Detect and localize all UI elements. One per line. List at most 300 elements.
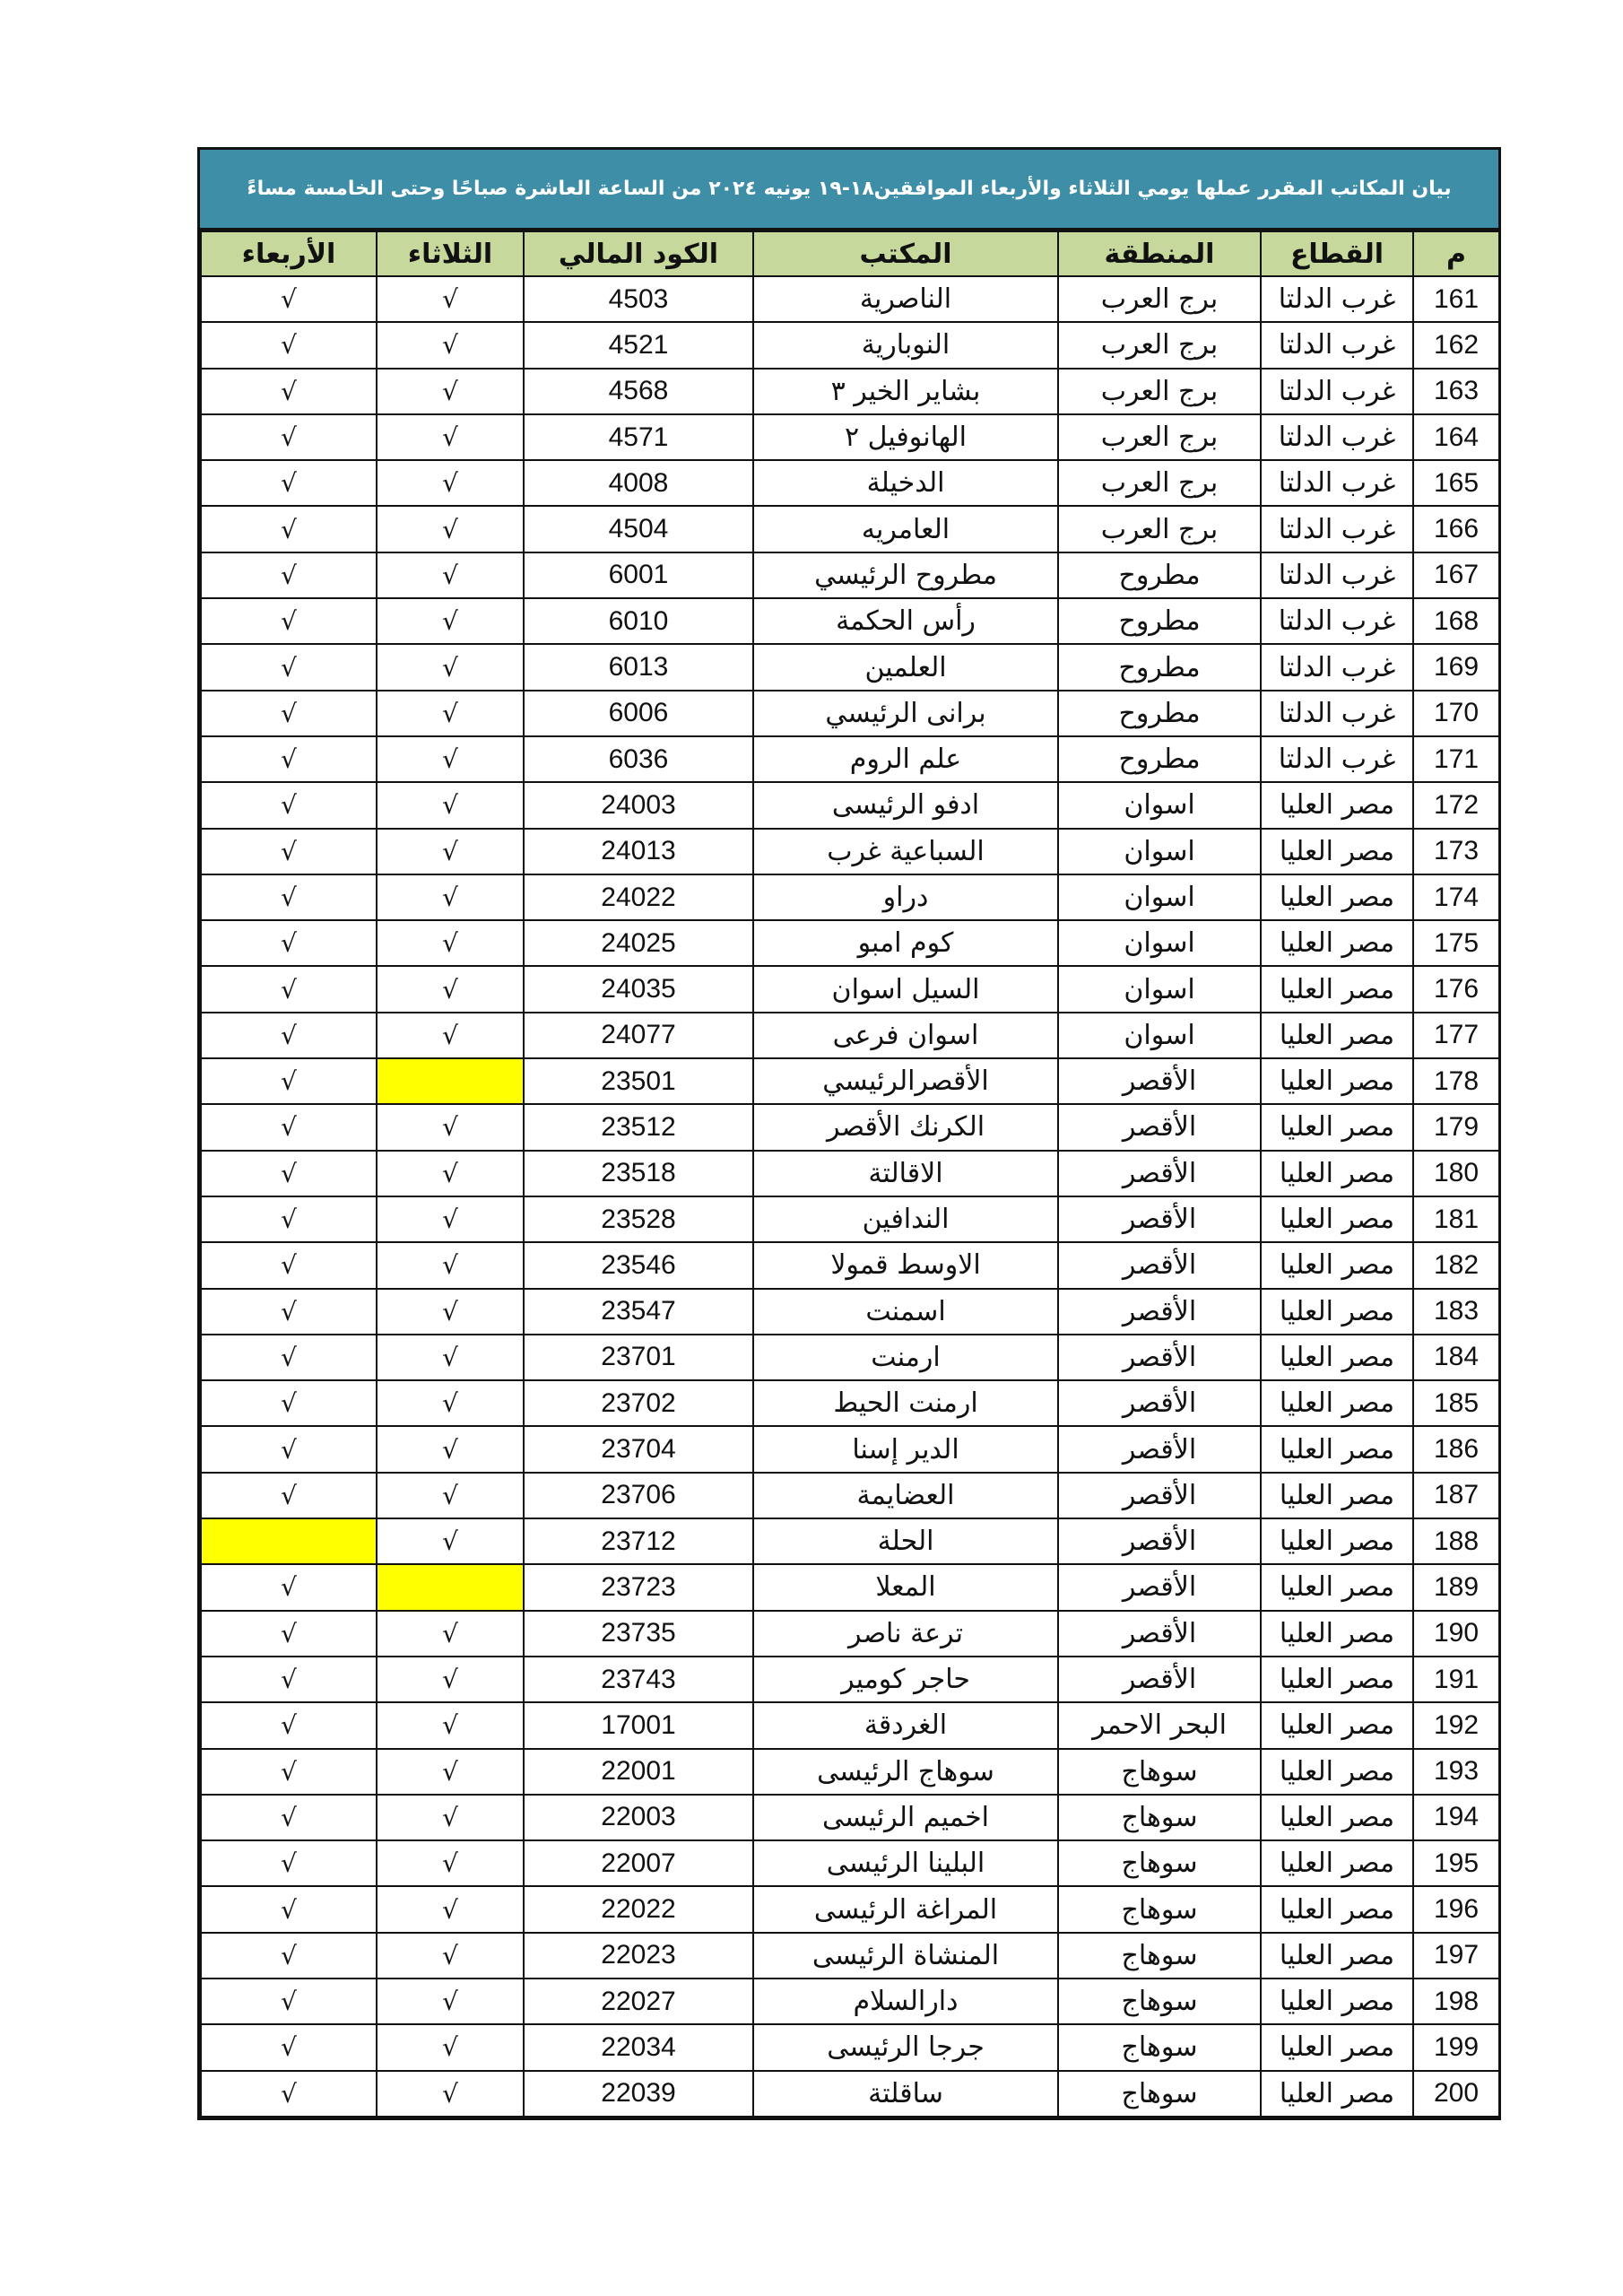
financial-code-cell: 22023 (524, 1933, 753, 1979)
office-cell: النوبارية (753, 322, 1058, 368)
tuesday-cell: √ (377, 1840, 524, 1886)
office-cell: الندافين (753, 1196, 1058, 1242)
row-number-cell: 185 (1413, 1380, 1499, 1426)
office-cell: ادفو الرئيسى (753, 782, 1058, 828)
wednesday-cell: √ (201, 414, 377, 460)
region-cell: الأقصر (1058, 1242, 1261, 1288)
row-number-cell: 187 (1413, 1473, 1499, 1518)
financial-code-cell: 22022 (524, 1886, 753, 1932)
column-header-code: الكود المالي (524, 231, 753, 276)
office-cell: علم الروم (753, 736, 1058, 782)
tuesday-cell: √ (377, 1196, 524, 1242)
tuesday-cell: √ (377, 1979, 524, 2024)
financial-code-cell: 23735 (524, 1611, 753, 1657)
office-cell: ساقلتة (753, 2071, 1058, 2117)
office-cell: دراو (753, 874, 1058, 920)
tuesday-cell: √ (377, 1335, 524, 1380)
wednesday-cell: √ (201, 829, 377, 874)
office-cell: البلينا الرئيسى (753, 1840, 1058, 1886)
region-cell: الأقصر (1058, 1380, 1261, 1426)
region-cell: سوهاج (1058, 2024, 1261, 2070)
column-header-tuesday: الثلاثاء (377, 231, 524, 276)
wednesday-cell: √ (201, 1289, 377, 1335)
row-number-cell: 162 (1413, 322, 1499, 368)
row-number-cell: 196 (1413, 1886, 1499, 1932)
office-cell: ارمنت (753, 1335, 1058, 1380)
row-number-cell: 181 (1413, 1196, 1499, 1242)
financial-code-cell: 4568 (524, 369, 753, 414)
office-cell: الكرنك الأقصر (753, 1104, 1058, 1150)
office-cell: حاجر كومير (753, 1657, 1058, 1702)
financial-code-cell: 24035 (524, 966, 753, 1012)
table-row (201, 276, 1499, 322)
sector-cell: مصر العليا (1261, 1564, 1413, 1610)
table-row (201, 1242, 1499, 1288)
financial-code-cell: 22001 (524, 1749, 753, 1795)
table-row (201, 1518, 1499, 1564)
region-cell: برج العرب (1058, 276, 1261, 322)
office-cell: سوهاج الرئيسى (753, 1749, 1058, 1795)
column-header-sector: القطاع (1261, 231, 1413, 276)
tuesday-cell: √ (377, 1611, 524, 1657)
wednesday-cell: √ (201, 1104, 377, 1150)
table-row (201, 1289, 1499, 1335)
wednesday-cell: √ (201, 1426, 377, 1472)
wednesday-cell: √ (201, 2024, 377, 2070)
financial-code-cell: 24003 (524, 782, 753, 828)
financial-code-cell: 4503 (524, 276, 753, 322)
sector-cell: غرب الدلتا (1261, 736, 1413, 782)
table-row (201, 1104, 1499, 1150)
table-row (201, 1335, 1499, 1380)
tuesday-cell: √ (377, 2071, 524, 2117)
sector-cell: مصر العليا (1261, 1473, 1413, 1518)
wednesday-cell: √ (201, 644, 377, 690)
tuesday-cell: √ (377, 1289, 524, 1335)
tuesday-cell: √ (377, 1473, 524, 1518)
row-number-cell: 198 (1413, 1979, 1499, 2024)
row-number-cell: 200 (1413, 2071, 1499, 2117)
wednesday-cell: √ (201, 966, 377, 1012)
tuesday-cell (377, 1058, 524, 1104)
sector-cell: مصر العليا (1261, 1242, 1413, 1288)
table-row (201, 1564, 1499, 1610)
tuesday-cell: √ (377, 1151, 524, 1196)
table-row (201, 506, 1499, 552)
financial-code-cell: 23702 (524, 1380, 753, 1426)
tuesday-cell: √ (377, 2024, 524, 2070)
region-cell: مطروح (1058, 598, 1261, 644)
office-cell: بشاير الخير ٣ (753, 369, 1058, 414)
table-row (201, 598, 1499, 644)
sector-cell: غرب الدلتا (1261, 322, 1413, 368)
row-number-cell: 177 (1413, 1013, 1499, 1058)
sector-cell: مصر العليا (1261, 1840, 1413, 1886)
tuesday-cell: √ (377, 966, 524, 1012)
tuesday-cell: √ (377, 1242, 524, 1288)
wednesday-cell: √ (201, 276, 377, 322)
table-row (201, 1795, 1499, 1840)
tuesday-cell: √ (377, 1518, 524, 1564)
wednesday-cell: √ (201, 1979, 377, 2024)
row-number-cell: 163 (1413, 369, 1499, 414)
financial-code-cell: 24025 (524, 920, 753, 966)
table-header-row (201, 231, 1499, 276)
row-number-cell: 180 (1413, 1151, 1499, 1196)
row-number-cell: 199 (1413, 2024, 1499, 2070)
sector-cell: مصر العليا (1261, 782, 1413, 828)
region-cell: الأقصر (1058, 1611, 1261, 1657)
sector-cell: غرب الدلتا (1261, 460, 1413, 506)
column-header-wednesday: الأربعاء (201, 231, 377, 276)
wednesday-cell: √ (201, 1840, 377, 1886)
row-number-cell: 166 (1413, 506, 1499, 552)
tuesday-cell: √ (377, 1749, 524, 1795)
row-number-cell: 190 (1413, 1611, 1499, 1657)
office-cell: اخميم الرئيسى (753, 1795, 1058, 1840)
region-cell: الأقصر (1058, 1151, 1261, 1196)
office-cell: المعلا (753, 1564, 1058, 1610)
tuesday-cell: √ (377, 736, 524, 782)
row-number-cell: 165 (1413, 460, 1499, 506)
row-number-cell: 171 (1413, 736, 1499, 782)
tuesday-cell: √ (377, 1795, 524, 1840)
wednesday-cell: √ (201, 1242, 377, 1288)
row-number-cell: 182 (1413, 1242, 1499, 1288)
office-cell: الهانوفيل ٢ (753, 414, 1058, 460)
column-header-number: م (1413, 231, 1499, 276)
wednesday-cell: √ (201, 369, 377, 414)
wednesday-cell: √ (201, 1702, 377, 1748)
tuesday-cell: √ (377, 691, 524, 736)
office-cell: المنشاة الرئيسى (753, 1933, 1058, 1979)
tuesday-cell: √ (377, 1104, 524, 1150)
wednesday-cell: √ (201, 460, 377, 506)
wednesday-cell: √ (201, 920, 377, 966)
table-row (201, 322, 1499, 368)
tuesday-cell: √ (377, 874, 524, 920)
table-row (201, 736, 1499, 782)
table-row (201, 644, 1499, 690)
region-cell: مطروح (1058, 644, 1261, 690)
financial-code-cell: 23518 (524, 1151, 753, 1196)
sector-cell: مصر العليا (1261, 1611, 1413, 1657)
financial-code-cell: 22007 (524, 1840, 753, 1886)
financial-code-cell: 23512 (524, 1104, 753, 1150)
sector-cell: مصر العليا (1261, 1104, 1413, 1150)
office-cell: السباعية غرب (753, 829, 1058, 874)
region-cell: سوهاج (1058, 1795, 1261, 1840)
sector-cell: مصر العليا (1261, 1335, 1413, 1380)
office-cell: رأس الحكمة (753, 598, 1058, 644)
tuesday-cell: √ (377, 1933, 524, 1979)
tuesday-cell: √ (377, 552, 524, 598)
financial-code-cell: 4521 (524, 322, 753, 368)
sector-cell: مصر العليا (1261, 1702, 1413, 1748)
sector-cell: مصر العليا (1261, 1749, 1413, 1795)
wednesday-cell: √ (201, 1380, 377, 1426)
region-cell: مطروح (1058, 552, 1261, 598)
row-number-cell: 184 (1413, 1335, 1499, 1380)
table-row (201, 1380, 1499, 1426)
region-cell: الأقصر (1058, 1564, 1261, 1610)
row-number-cell: 183 (1413, 1289, 1499, 1335)
office-cell: الغردقة (753, 1702, 1058, 1748)
wednesday-cell: √ (201, 1795, 377, 1840)
tuesday-cell: √ (377, 369, 524, 414)
financial-code-cell: 23501 (524, 1058, 753, 1104)
region-cell: سوهاج (1058, 1749, 1261, 1795)
sector-cell: مصر العليا (1261, 1196, 1413, 1242)
table-row (201, 691, 1499, 736)
row-number-cell: 192 (1413, 1702, 1499, 1748)
region-cell: الأقصر (1058, 1657, 1261, 1702)
sector-cell: مصر العليا (1261, 1795, 1413, 1840)
office-cell: العامريه (753, 506, 1058, 552)
table-row (201, 1840, 1499, 1886)
sector-cell: مصر العليا (1261, 874, 1413, 920)
table-row (201, 460, 1499, 506)
table-row (201, 1426, 1499, 1472)
region-cell: سوهاج (1058, 1840, 1261, 1886)
wednesday-cell: √ (201, 1611, 377, 1657)
wednesday-cell: √ (201, 322, 377, 368)
sector-cell: مصر العليا (1261, 1013, 1413, 1058)
office-cell: السيل اسوان (753, 966, 1058, 1012)
row-number-cell: 191 (1413, 1657, 1499, 1702)
sector-cell: مصر العليا (1261, 2024, 1413, 2070)
table-row (201, 2071, 1499, 2117)
sector-cell: غرب الدلتا (1261, 506, 1413, 552)
tuesday-cell: √ (377, 1657, 524, 1702)
wednesday-cell: √ (201, 1058, 377, 1104)
row-number-cell: 173 (1413, 829, 1499, 874)
region-cell: برج العرب (1058, 506, 1261, 552)
tuesday-cell: √ (377, 644, 524, 690)
sector-cell: مصر العليا (1261, 1058, 1413, 1104)
region-cell: برج العرب (1058, 369, 1261, 414)
region-cell: الأقصر (1058, 1058, 1261, 1104)
offices-table (200, 230, 1500, 2118)
office-cell: مطروح الرئيسي (753, 552, 1058, 598)
region-cell: اسوان (1058, 920, 1261, 966)
financial-code-cell: 17001 (524, 1702, 753, 1748)
financial-code-cell: 23528 (524, 1196, 753, 1242)
tuesday-cell: √ (377, 1702, 524, 1748)
row-number-cell: 186 (1413, 1426, 1499, 1472)
tuesday-cell: √ (377, 782, 524, 828)
sector-cell: غرب الدلتا (1261, 644, 1413, 690)
office-cell: المراغة الرئيسى (753, 1886, 1058, 1932)
wednesday-cell: √ (201, 2071, 377, 2117)
tuesday-cell: √ (377, 1013, 524, 1058)
row-number-cell: 161 (1413, 276, 1499, 322)
region-cell: اسوان (1058, 829, 1261, 874)
region-cell: اسوان (1058, 874, 1261, 920)
office-cell: جرجا الرئيسى (753, 2024, 1058, 2070)
row-number-cell: 174 (1413, 874, 1499, 920)
row-number-cell: 167 (1413, 552, 1499, 598)
row-number-cell: 178 (1413, 1058, 1499, 1104)
row-number-cell: 194 (1413, 1795, 1499, 1840)
table-row (201, 829, 1499, 874)
office-cell: الحلة (753, 1518, 1058, 1564)
sector-cell: مصر العليا (1261, 2071, 1413, 2117)
sector-cell: مصر العليا (1261, 1380, 1413, 1426)
table-row (201, 1749, 1499, 1795)
region-cell: الأقصر (1058, 1426, 1261, 1472)
office-cell: العلمين (753, 644, 1058, 690)
sector-cell: غرب الدلتا (1261, 369, 1413, 414)
financial-code-cell: 6013 (524, 644, 753, 690)
table-row (201, 874, 1499, 920)
region-cell: سوهاج (1058, 2071, 1261, 2117)
wednesday-cell: √ (201, 782, 377, 828)
column-header-office: المكتب (753, 231, 1058, 276)
financial-code-cell: 4504 (524, 506, 753, 552)
office-cell: الاوسط قمولا (753, 1242, 1058, 1288)
tuesday-cell: √ (377, 414, 524, 460)
table-row (201, 1979, 1499, 2024)
region-cell: الأقصر (1058, 1289, 1261, 1335)
table-row (201, 2024, 1499, 2070)
wednesday-cell: √ (201, 874, 377, 920)
sector-cell: مصر العليا (1261, 1289, 1413, 1335)
table-row (201, 1058, 1499, 1104)
sector-cell: مصر العليا (1261, 966, 1413, 1012)
financial-code-cell: 22034 (524, 2024, 753, 2070)
wednesday-cell: √ (201, 1564, 377, 1610)
region-cell: البحر الاحمر (1058, 1702, 1261, 1748)
column-header-region: المنطقة (1058, 231, 1261, 276)
table-row (201, 1611, 1499, 1657)
table-row (201, 414, 1499, 460)
wednesday-cell: √ (201, 1335, 377, 1380)
region-cell: اسوان (1058, 966, 1261, 1012)
row-number-cell: 175 (1413, 920, 1499, 966)
financial-code-cell: 6006 (524, 691, 753, 736)
tuesday-cell: √ (377, 460, 524, 506)
office-cell: اسمنت (753, 1289, 1058, 1335)
office-cell: ارمنت الحيط (753, 1380, 1058, 1426)
table-row (201, 1933, 1499, 1979)
sector-cell: مصر العليا (1261, 1979, 1413, 2024)
region-cell: برج العرب (1058, 322, 1261, 368)
sector-cell: مصر العليا (1261, 1151, 1413, 1196)
office-cell: الاقالتة (753, 1151, 1058, 1196)
sector-cell: غرب الدلتا (1261, 414, 1413, 460)
region-cell: الأقصر (1058, 1518, 1261, 1564)
row-number-cell: 179 (1413, 1104, 1499, 1150)
financial-code-cell: 23704 (524, 1426, 753, 1472)
row-number-cell: 176 (1413, 966, 1499, 1012)
office-cell: اسوان فرعى (753, 1013, 1058, 1058)
region-cell: سوهاج (1058, 1979, 1261, 2024)
sector-cell: مصر العليا (1261, 920, 1413, 966)
table-row (201, 1151, 1499, 1196)
table-row (201, 369, 1499, 414)
tuesday-cell: √ (377, 1426, 524, 1472)
financial-code-cell: 23743 (524, 1657, 753, 1702)
financial-code-cell: 22027 (524, 1979, 753, 2024)
office-cell: الأقصرالرئيسي (753, 1058, 1058, 1104)
row-number-cell: 168 (1413, 598, 1499, 644)
sector-cell: غرب الدلتا (1261, 691, 1413, 736)
table-row (201, 782, 1499, 828)
wednesday-cell: √ (201, 506, 377, 552)
office-cell: برانى الرئيسي (753, 691, 1058, 736)
row-number-cell: 193 (1413, 1749, 1499, 1795)
region-cell: سوهاج (1058, 1933, 1261, 1979)
wednesday-cell: √ (201, 1473, 377, 1518)
table-row (201, 1196, 1499, 1242)
financial-code-cell: 22003 (524, 1795, 753, 1840)
office-cell: كوم امبو (753, 920, 1058, 966)
row-number-cell: 170 (1413, 691, 1499, 736)
financial-code-cell: 24013 (524, 829, 753, 874)
tuesday-cell: √ (377, 920, 524, 966)
sector-cell: مصر العليا (1261, 1518, 1413, 1564)
wednesday-cell: √ (201, 691, 377, 736)
tuesday-cell (377, 1564, 524, 1610)
office-cell: الدخيلة (753, 460, 1058, 506)
financial-code-cell: 23706 (524, 1473, 753, 1518)
wednesday-cell (201, 1518, 377, 1564)
financial-code-cell: 23712 (524, 1518, 753, 1564)
region-cell: سوهاج (1058, 1886, 1261, 1932)
wednesday-cell: √ (201, 598, 377, 644)
wednesday-cell: √ (201, 1886, 377, 1932)
table-row (201, 1013, 1499, 1058)
tuesday-cell: √ (377, 1380, 524, 1426)
office-cell: العضايمة (753, 1473, 1058, 1518)
financial-code-cell: 24022 (524, 874, 753, 920)
wednesday-cell: √ (201, 1196, 377, 1242)
table-row (201, 552, 1499, 598)
financial-code-cell: 24077 (524, 1013, 753, 1058)
region-cell: الأقصر (1058, 1335, 1261, 1380)
tuesday-cell: √ (377, 1886, 524, 1932)
financial-code-cell: 23723 (524, 1564, 753, 1610)
sector-cell: غرب الدلتا (1261, 598, 1413, 644)
sector-cell: مصر العليا (1261, 1886, 1413, 1932)
tuesday-cell: √ (377, 598, 524, 644)
row-number-cell: 189 (1413, 1564, 1499, 1610)
office-cell: ترعة ناصر (753, 1611, 1058, 1657)
sector-cell: مصر العليا (1261, 1657, 1413, 1702)
region-cell: الأقصر (1058, 1196, 1261, 1242)
tuesday-cell: √ (377, 276, 524, 322)
tuesday-cell: √ (377, 506, 524, 552)
wednesday-cell: √ (201, 1013, 377, 1058)
region-cell: مطروح (1058, 691, 1261, 736)
financial-code-cell: 6010 (524, 598, 753, 644)
table-row (201, 966, 1499, 1012)
row-number-cell: 188 (1413, 1518, 1499, 1564)
sector-cell: مصر العليا (1261, 1426, 1413, 1472)
financial-code-cell: 6001 (524, 552, 753, 598)
sector-cell: غرب الدلتا (1261, 552, 1413, 598)
table-row (201, 920, 1499, 966)
table-row (201, 1473, 1499, 1518)
row-number-cell: 172 (1413, 782, 1499, 828)
wednesday-cell: √ (201, 1933, 377, 1979)
sector-cell: غرب الدلتا (1261, 276, 1413, 322)
row-number-cell: 195 (1413, 1840, 1499, 1886)
region-cell: اسوان (1058, 1013, 1261, 1058)
region-cell: الأقصر (1058, 1104, 1261, 1150)
office-cell: دارالسلام (753, 1979, 1058, 2024)
